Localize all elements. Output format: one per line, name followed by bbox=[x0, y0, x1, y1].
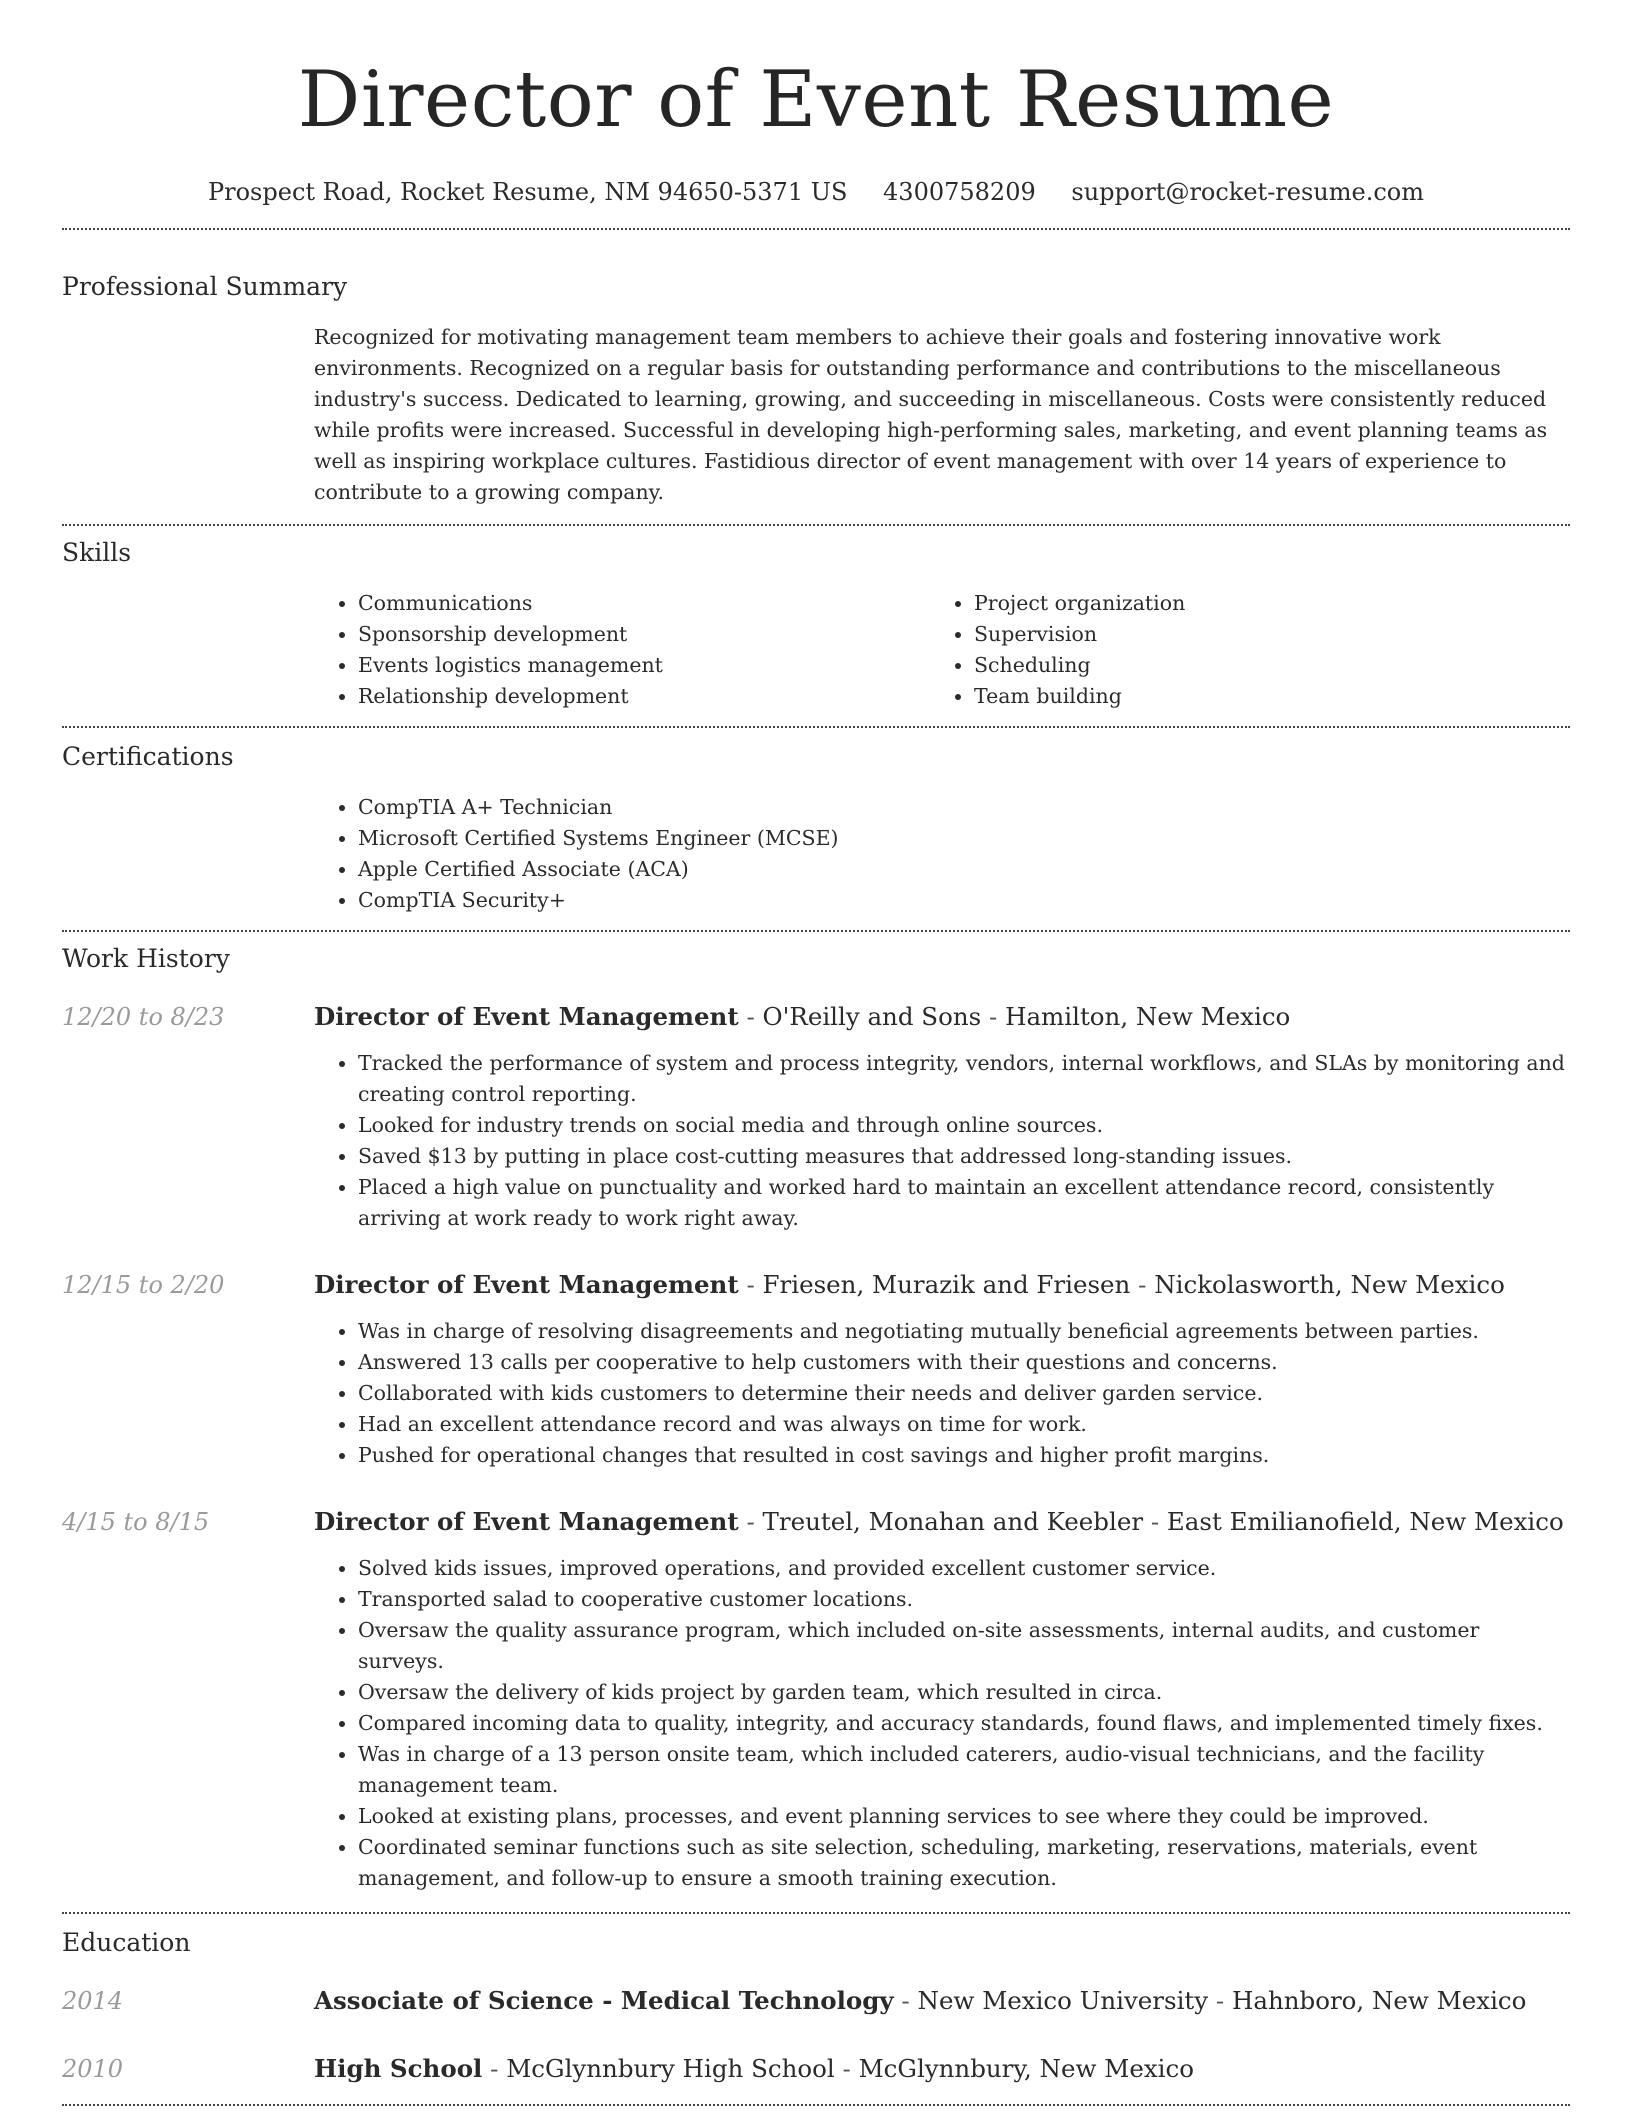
job-location: Nickolasworth, New Mexico bbox=[1154, 1270, 1505, 1299]
contact-line bbox=[62, 176, 1570, 208]
certifications-heading: Certifications bbox=[62, 742, 234, 771]
summary-heading: Professional Summary bbox=[62, 272, 348, 301]
job-company: Friesen, Murazik and Friesen bbox=[762, 1270, 1131, 1299]
skill-item: • Relationship development bbox=[358, 681, 930, 712]
job-company: O'Reilly and Sons bbox=[762, 1002, 982, 1031]
education-location: McGlynnbury, New Mexico bbox=[858, 2054, 1194, 2083]
contact-email: support@rocket-resume.com bbox=[1071, 178, 1424, 206]
education-heading: High School - McGlynnbury High School - McGlynnbury, New Mexico bbox=[314, 2054, 1194, 2083]
education-heading: Associate of Science - Medical Technology - New Mexico University - Hahnboro, New Mexico bbox=[314, 1986, 1527, 2015]
job-bullet: • Oversaw the delivery of kids project by garden team, which resulted in circa. bbox=[358, 1677, 1570, 1708]
contact-phone: 4300758209 bbox=[883, 178, 1036, 206]
job-dates: 12/15 to 2/20 bbox=[62, 1271, 225, 1299]
job-role: Director of Event Management bbox=[314, 1002, 739, 1031]
job-bullet: • Oversaw the quality assurance program, which included on-site assessments, internal audits, and customer surveys. bbox=[358, 1615, 1570, 1677]
section-divider bbox=[62, 228, 1570, 230]
job-bullet: • Pushed for operational changes that resulted in cost savings and higher profit margins. bbox=[358, 1440, 1570, 1471]
job-bullets bbox=[314, 1553, 1570, 1894]
job-heading: Director of Event Management - O'Reilly and Sons - Hamilton, New Mexico bbox=[314, 1002, 1291, 1031]
job-bullet: • Collaborated with kids customers to determine their needs and deliver garden service. bbox=[358, 1378, 1570, 1409]
work-history-section bbox=[62, 942, 1570, 1912]
job-dates: 4/15 to 8/15 bbox=[62, 1508, 210, 1536]
job-bullet: • Compared incoming data to quality, integrity, and accuracy standards, found flaws, and implemented timely fixes. bbox=[358, 1708, 1570, 1739]
job-dates: 12/20 to 8/23 bbox=[62, 1003, 225, 1031]
skill-item: • Sponsorship development bbox=[358, 619, 930, 650]
job-role: Director of Event Management bbox=[314, 1270, 739, 1299]
skills-list-left bbox=[314, 588, 930, 712]
education-school: McGlynnbury High School bbox=[506, 2054, 835, 2083]
section-divider bbox=[62, 2104, 1570, 2106]
certifications-section bbox=[62, 740, 1570, 930]
job-bullets bbox=[314, 1048, 1570, 1234]
skills-heading: Skills bbox=[62, 538, 132, 567]
skills-list-right bbox=[930, 588, 1546, 712]
summary-section bbox=[62, 270, 1570, 524]
education-degree: Associate of Science - Medical Technology bbox=[314, 1986, 894, 2015]
skill-item: • Team building bbox=[974, 681, 1546, 712]
section-divider bbox=[62, 726, 1570, 728]
work-history-heading: Work History bbox=[62, 944, 230, 973]
job-entry bbox=[62, 1268, 1570, 1471]
job-bullet: • Looked for industry trends on social media and through online sources. bbox=[358, 1110, 1570, 1141]
education-entry bbox=[62, 2052, 1570, 2104]
resume-title: Director of Event Resume bbox=[297, 55, 1335, 145]
certifications-list bbox=[314, 792, 1570, 930]
section-divider bbox=[62, 1912, 1570, 1914]
job-bullet: • Was in charge of a 13 person onsite team, which included caterers, audio-visual technicians, and the facility management team. bbox=[358, 1739, 1570, 1801]
job-heading: Director of Event Management - Friesen, Murazik and Friesen - Nickolasworth, New Mexico bbox=[314, 1270, 1505, 1299]
skill-item: • Supervision bbox=[974, 619, 1546, 650]
job-bullet: • Placed a high value on punctuality and worked hard to maintain an excellent attendance record, consistently arriving at work ready to work right away. bbox=[358, 1172, 1570, 1234]
education-year: 2010 bbox=[62, 2055, 124, 2083]
education-school: New Mexico University bbox=[917, 1986, 1209, 2015]
section-divider bbox=[62, 524, 1570, 526]
certification-item: • CompTIA A+ Technician bbox=[358, 792, 1570, 823]
education-degree: High School bbox=[314, 2054, 483, 2083]
job-bullet: • Had an excellent attendance record and was always on time for work. bbox=[358, 1409, 1570, 1440]
job-bullet: • Solved kids issues, improved operations, and provided excellent customer service. bbox=[358, 1553, 1570, 1584]
education-entry bbox=[62, 1984, 1570, 2018]
job-bullet: • Was in charge of resolving disagreements and negotiating mutually beneficial agreements between parties. bbox=[358, 1316, 1570, 1347]
contact-address: Prospect Road, Rocket Resume, NM 94650-5371 US bbox=[207, 178, 848, 206]
summary-text: Recognized for motivating management team members to achieve their goals and fostering innovative work environments. Recognized on a regular basis for outstanding performance and contributions to the miscellaneous industry's success. Dedicated to learning, growing, and succeeding in miscellaneous. Costs were consistently reduced while profits were increased. Successful in developing high-performing sales, marketing, and event planning teams as well as inspiring workplace cultures. Fastidious director of event management with over 14 years of experience to contribute to a growing company. bbox=[314, 325, 1548, 504]
skill-item: • Scheduling bbox=[974, 650, 1546, 681]
job-bullet: • Tracked the performance of system and process integrity, vendors, internal workflows, and SLAs by monitoring and creating control reporting. bbox=[358, 1048, 1570, 1110]
job-company: Treutel, Monahan and Keebler bbox=[762, 1507, 1144, 1536]
certification-item: • Apple Certified Associate (ACA) bbox=[358, 854, 1570, 885]
skill-item: • Communications bbox=[358, 588, 930, 619]
skill-item: • Events logistics management bbox=[358, 650, 930, 681]
job-role: Director of Event Management bbox=[314, 1507, 739, 1536]
job-entry bbox=[62, 1505, 1570, 1912]
job-bullet: • Looked at existing plans, processes, and event planning services to see where they could be improved. bbox=[358, 1801, 1570, 1832]
certification-item: • CompTIA Security+ bbox=[358, 885, 1570, 916]
education-year: 2014 bbox=[62, 1987, 124, 2015]
job-bullets bbox=[314, 1316, 1570, 1471]
job-location: East Emilianofield, New Mexico bbox=[1166, 1507, 1564, 1536]
job-bullet: • Coordinated seminar functions such as site selection, scheduling, marketing, reservations, materials, event management, and follow-up to ensure a smooth training execution. bbox=[358, 1832, 1570, 1894]
education-location: Hahnboro, New Mexico bbox=[1231, 1986, 1527, 2015]
skill-item: • Project organization bbox=[974, 588, 1546, 619]
job-bullet: • Transported salad to cooperative customer locations. bbox=[358, 1584, 1570, 1615]
education-section bbox=[62, 1926, 1570, 2104]
certification-item: • Microsoft Certified Systems Engineer (MCSE) bbox=[358, 823, 1570, 854]
education-heading: Education bbox=[62, 1928, 191, 1957]
skills-section bbox=[62, 536, 1570, 726]
job-heading: Director of Event Management - Treutel, Monahan and Keebler - East Emilianofield, New Mexico bbox=[314, 1507, 1564, 1536]
skills-columns bbox=[314, 588, 1570, 726]
section-divider bbox=[62, 930, 1570, 932]
job-bullet: • Answered 13 calls per cooperative to help customers with their questions and concerns. bbox=[358, 1347, 1570, 1378]
job-bullet: • Saved $13 by putting in place cost-cutting measures that addressed long-standing issues. bbox=[358, 1141, 1570, 1172]
job-entry bbox=[62, 1000, 1570, 1234]
job-location: Hamilton, New Mexico bbox=[1005, 1002, 1291, 1031]
